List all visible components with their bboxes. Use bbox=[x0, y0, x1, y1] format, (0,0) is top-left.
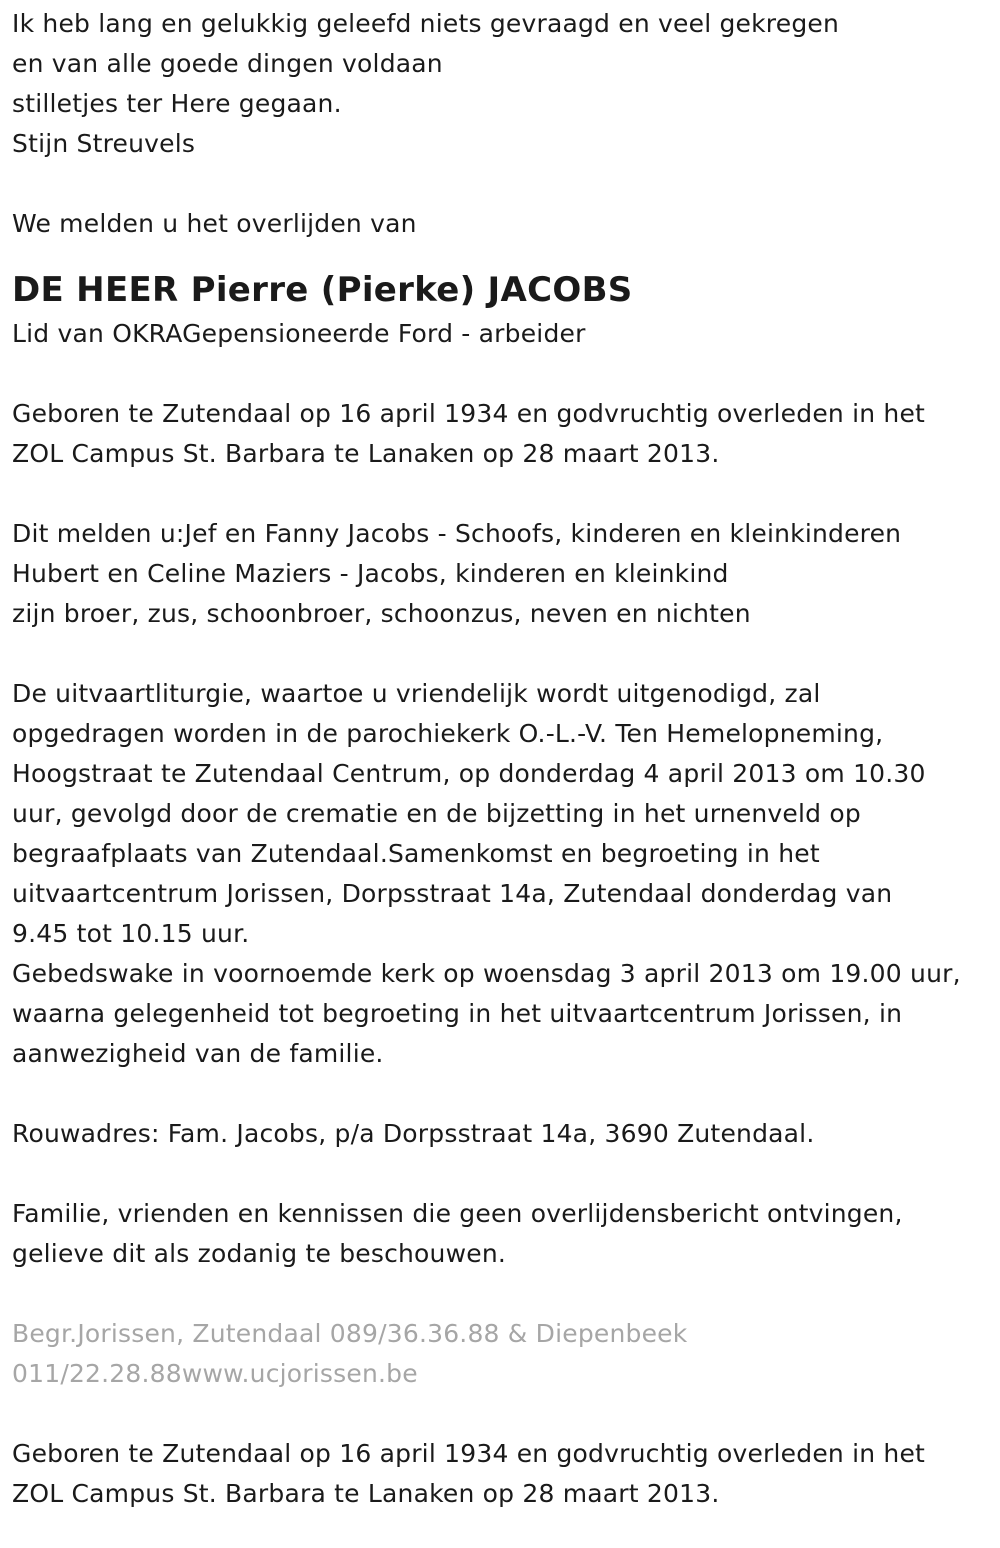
announcer-line: Hubert en Celine Maziers - Jacobs, kinderen en kleinkind bbox=[12, 559, 729, 588]
notice-line: gelieve dit als zodanig te beschouwen. bbox=[12, 1239, 507, 1268]
funeral-line: Hoogstraat te Zutendaal Centrum, op donderdag 4 april 2013 om 10.30 bbox=[12, 759, 926, 788]
poem-line: stilletjes ter Here gegaan. bbox=[12, 89, 342, 118]
announcers-section bbox=[12, 514, 988, 634]
deceased-description: Lid van OKRAGepensioneerde Ford - arbeider bbox=[12, 319, 586, 348]
poem-line: Ik heb lang en gelukkig geleefd niets gevraagd en veel gekregen bbox=[12, 9, 840, 38]
spacer bbox=[12, 164, 988, 204]
undertaker-line: Begr.Jorissen, Zutendaal 089/36.36.88 & Diepenbeek bbox=[12, 1319, 688, 1348]
funeral-line: aanwezigheid van de familie. bbox=[12, 1039, 384, 1068]
funeral-line: De uitvaartliturgie, waartoe u vriendelijk wordt uitgenodigd, zal bbox=[12, 679, 821, 708]
spacer bbox=[12, 1274, 988, 1314]
intro-text: We melden u het overlijden van bbox=[12, 209, 417, 238]
funeral-line: opgedragen worden in de parochiekerk O.-L.-V. Ten Hemelopneming, bbox=[12, 719, 884, 748]
mourning-address: Rouwadres: Fam. Jacobs, p/a Dorpsstraat 14a, 3690 Zutendaal. bbox=[12, 1119, 815, 1148]
spacer bbox=[12, 474, 988, 514]
undertaker-line: 011/22.28.88www.ucjorissen.be bbox=[12, 1359, 418, 1388]
deceased-name: DE HEER Pierre (Pierke) JACOBS bbox=[12, 270, 633, 310]
spacer bbox=[12, 1154, 988, 1194]
funeral-line: uur, gevolgd door de crematie en de bijzetting in het urnenveld op bbox=[12, 799, 861, 828]
spacer bbox=[12, 634, 988, 674]
funeral-line: begraafplaats van Zutendaal.Samenkomst en begroeting in het bbox=[12, 839, 820, 868]
funeral-section bbox=[12, 674, 988, 1074]
notice-line: Familie, vrienden en kennissen die geen overlijdensbericht ontvingen, bbox=[12, 1199, 903, 1228]
announcer-line: zijn broer, zus, schoonbroer, schoonzus, neven en nichten bbox=[12, 599, 751, 628]
poem-section bbox=[12, 4, 988, 164]
spacer bbox=[12, 1394, 988, 1434]
birth-death-repeat-section bbox=[12, 1434, 988, 1514]
birth-death-section bbox=[12, 394, 988, 474]
poem-author: Stijn Streuvels bbox=[12, 129, 196, 158]
announcer-line: Dit melden u:Jef en Fanny Jacobs - Schoofs, kinderen en kleinkinderen bbox=[12, 519, 902, 548]
undertaker-section bbox=[12, 1314, 988, 1394]
funeral-line: waarna gelegenheid tot begroeting in het uitvaartcentrum Jorissen, in bbox=[12, 999, 903, 1028]
birth-death-line: ZOL Campus St. Barbara te Lanaken op 28 maart 2013. bbox=[12, 439, 720, 468]
birth-death-line: ZOL Campus St. Barbara te Lanaken op 28 maart 2013. bbox=[12, 1479, 720, 1508]
birth-death-line: Geboren te Zutendaal op 16 april 1934 en godvruchtig overleden in het bbox=[12, 1439, 926, 1468]
spacer bbox=[12, 1074, 988, 1114]
spacer bbox=[12, 354, 988, 394]
funeral-line: Gebedswake in voornoemde kerk op woensdag 3 april 2013 om 19.00 uur, bbox=[12, 959, 961, 988]
poem-line: en van alle goede dingen voldaan bbox=[12, 49, 443, 78]
birth-death-line: Geboren te Zutendaal op 16 april 1934 en godvruchtig overleden in het bbox=[12, 399, 926, 428]
funeral-line: uitvaartcentrum Jorissen, Dorpsstraat 14a, Zutendaal donderdag van bbox=[12, 879, 893, 908]
notice-section bbox=[12, 1194, 988, 1274]
funeral-line: 9.45 tot 10.15 uur. bbox=[12, 919, 250, 948]
